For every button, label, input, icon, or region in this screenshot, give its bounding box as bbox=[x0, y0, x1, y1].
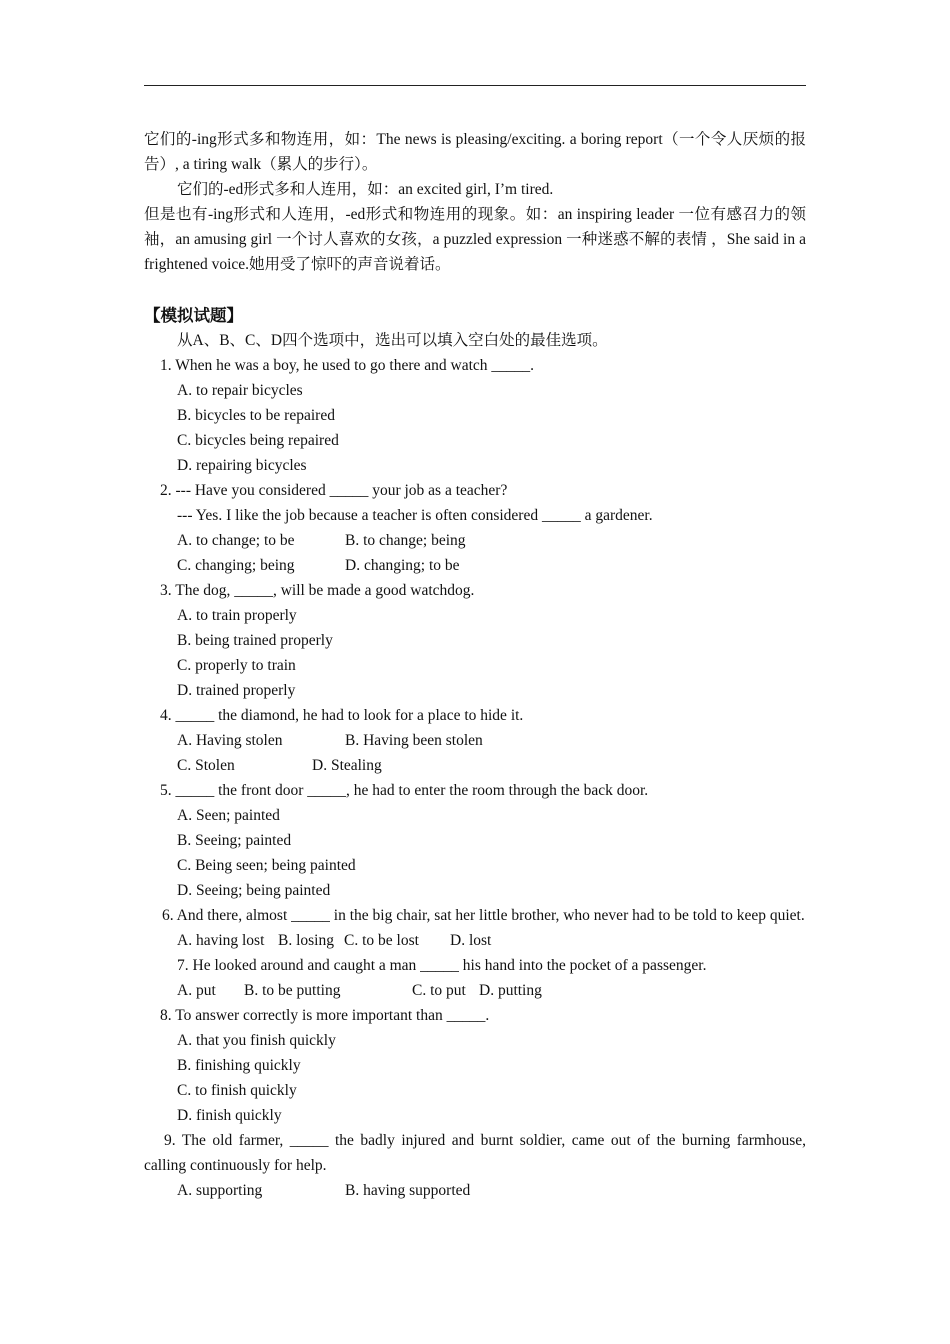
question-9-stem: 9. The old farmer, _____ the badly injured and burnt soldier, came out of the burning farmhouse, calling continuously for help. bbox=[144, 1132, 806, 1174]
question-4-option-a: A. Having stolen bbox=[177, 732, 283, 749]
question-7-option-a: A. put bbox=[177, 982, 216, 999]
question-4-option-b: B. Having been stolen bbox=[345, 732, 483, 749]
question-4-stem: 4. _____ the diamond, he had to look for a place to hide it. bbox=[160, 707, 524, 724]
question-3-option-c: C. properly to train bbox=[177, 657, 296, 674]
question-4-options-row-2 bbox=[144, 753, 806, 778]
question-1-option-a: A. to repair bicycles bbox=[177, 382, 303, 399]
question-6-options-row bbox=[144, 928, 806, 953]
question-7-stem: 7. He looked around and caught a man _____ his hand into the pocket of a passenger. bbox=[177, 957, 707, 974]
question-5-stem: 5. _____ the front door _____, he had to enter the room through the back door. bbox=[160, 782, 649, 799]
section-title: 【模拟试题】 bbox=[144, 306, 243, 325]
question-7-option-c: C. to put bbox=[412, 982, 466, 999]
question-6-option-c: C. to be lost bbox=[344, 932, 419, 949]
question-7-options-row bbox=[144, 978, 806, 1003]
question-2-options-row-2 bbox=[144, 553, 806, 578]
header-rule bbox=[144, 85, 806, 86]
question-6-option-b: B. losing bbox=[278, 932, 334, 949]
question-7-option-d: D. putting bbox=[479, 982, 542, 999]
question-6-stem: 6. And there, almost _____ in the big chair, sat her little brother, who never had to be told to keep quiet. bbox=[162, 907, 805, 924]
question-8-option-b: B. finishing quickly bbox=[177, 1057, 301, 1074]
question-3-option-a: A. to train properly bbox=[177, 607, 297, 624]
question-5-option-d: D. Seeing; being painted bbox=[177, 882, 331, 899]
question-4-options-row-1 bbox=[144, 728, 806, 753]
question-1-option-b: B. bicycles to be repaired bbox=[177, 407, 335, 424]
question-2-stem: 2. --- Have you considered _____ your job as a teacher? bbox=[160, 482, 508, 499]
intro-paragraph-3: 但是也有-ing形式和人连用，-ed形式和物连用的现象。如：an inspiring leader 一位有感召力的领袖，an amusing girl 一个讨人喜欢的女孩，a puzzled expression 一种迷惑不解的表情 ，She said in a frightened voice.她用受了惊吓的声音说着话。 bbox=[144, 206, 806, 273]
question-5-option-c: C. Being seen; being painted bbox=[177, 857, 356, 874]
question-1-stem: 1. When he was a boy, he used to go there and watch _____. bbox=[160, 357, 535, 374]
question-3-stem: 3. The dog, _____, will be made a good watchdog. bbox=[160, 582, 475, 599]
question-5-option-a: A. Seen; painted bbox=[177, 807, 280, 824]
question-3-option-d: D. trained properly bbox=[177, 682, 296, 699]
question-1-option-d: D. repairing bicycles bbox=[177, 457, 307, 474]
question-2-option-c: C. changing; being bbox=[177, 557, 295, 574]
question-1-option-c: C. bicycles being repaired bbox=[177, 432, 339, 449]
question-8-option-d: D. finish quickly bbox=[177, 1107, 282, 1124]
question-2-option-d: D. changing; to be bbox=[345, 557, 460, 574]
question-6-option-d: D. lost bbox=[450, 932, 492, 949]
question-7-option-b: B. to be putting bbox=[244, 982, 341, 999]
question-9-option-a: A. supporting bbox=[177, 1182, 263, 1199]
question-8-option-c: C. to finish quickly bbox=[177, 1082, 297, 1099]
document-body bbox=[144, 127, 806, 1203]
question-5-option-b: B. Seeing; painted bbox=[177, 832, 292, 849]
question-8-stem: 8. To answer correctly is more important than _____. bbox=[160, 1007, 490, 1024]
intro-paragraph-2: 它们的-ed形式多和人连用，如：an excited girl, I’m tired. bbox=[177, 181, 554, 198]
question-2-stem-reply: --- Yes. I like the job because a teacher is often considered _____ a gardener. bbox=[177, 507, 653, 524]
question-2-option-a: A. to change; to be bbox=[177, 532, 295, 549]
question-4-option-d: D. Stealing bbox=[312, 757, 382, 774]
section-instruction: 从A、B、C、D四个选项中，选出可以填入空白处的最佳选项。 bbox=[177, 332, 608, 349]
question-9-options-row bbox=[144, 1178, 806, 1203]
question-4-option-c: C. Stolen bbox=[177, 757, 235, 774]
intro-paragraph-1: 它们的-ing形式多和物连用，如：The news is pleasing/exciting. a boring report（一个令人厌烦的报告）, a tiring walk（累人的步行）。 bbox=[144, 131, 806, 173]
question-3-option-b: B. being trained properly bbox=[177, 632, 333, 649]
question-2-option-b: B. to change; being bbox=[345, 532, 466, 549]
question-9-option-b: B. having supported bbox=[345, 1182, 471, 1199]
question-8-option-a: A. that you finish quickly bbox=[177, 1032, 336, 1049]
question-2-options-row-1 bbox=[144, 528, 806, 553]
question-6-option-a: A. having lost bbox=[177, 932, 265, 949]
